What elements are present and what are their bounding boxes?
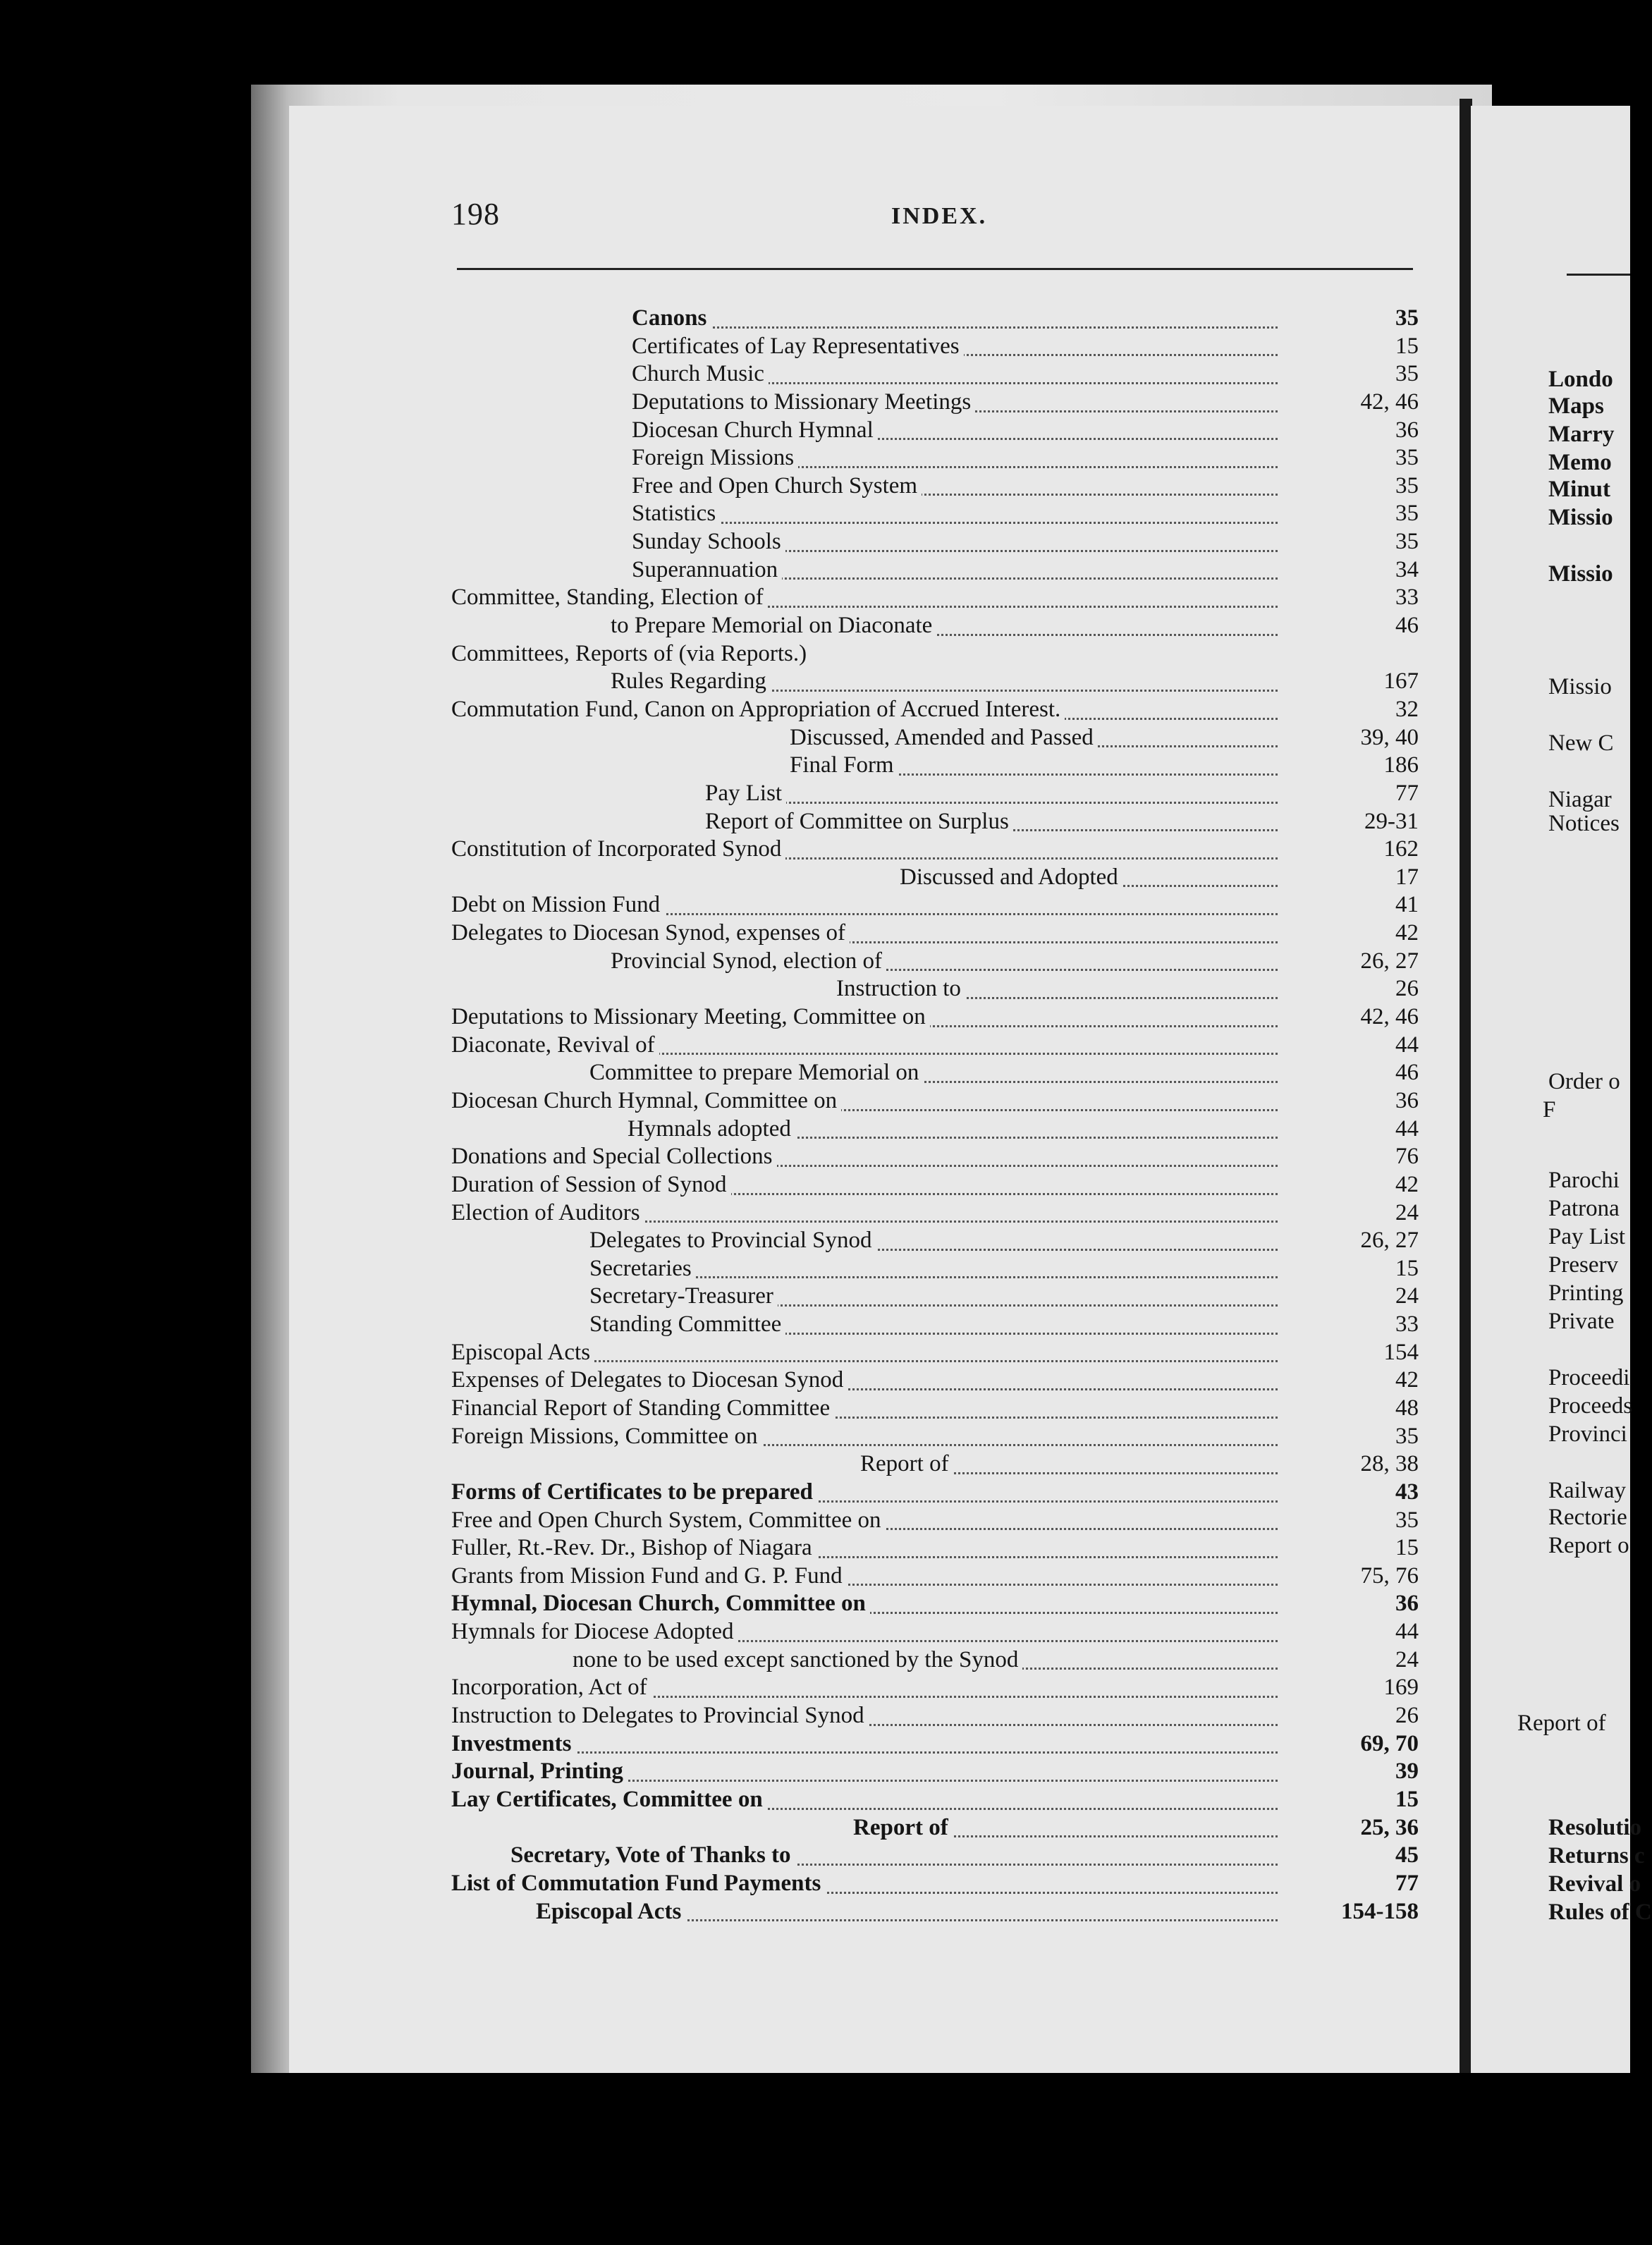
index-entry-page: 33 xyxy=(1391,584,1419,612)
right-page-entry: Missio xyxy=(1548,505,1613,530)
right-page-entry: New C xyxy=(1548,730,1614,756)
index-entries xyxy=(0,305,1633,1926)
header-rule xyxy=(457,268,1413,270)
index-entry-label: Discussed and Adopted xyxy=(900,864,1122,892)
index-entry-page: 35 xyxy=(1391,528,1419,556)
index-entry xyxy=(0,1898,1630,1926)
index-entry-page: 69, 70 xyxy=(1357,1730,1419,1758)
dot-leader xyxy=(632,298,1278,329)
index-entry-page: 42, 46 xyxy=(1357,1003,1419,1032)
index-entry-page: 77 xyxy=(1391,780,1419,808)
index-entry-page: 35 xyxy=(1391,305,1419,333)
index-entry-label: Duration of Session of Synod xyxy=(451,1171,731,1199)
index-entry-label: Commutation Fund, Canon on Appropriation of Accrued Interest. xyxy=(451,696,1065,724)
index-entry-page: 44 xyxy=(1391,1032,1419,1060)
index-entry xyxy=(0,948,1630,976)
index-entry-page: 44 xyxy=(1391,1115,1419,1144)
right-page-entry: Patrona xyxy=(1548,1196,1620,1221)
index-entry-page: 24 xyxy=(1391,1199,1419,1228)
index-entry-label: Hymnals for Diocese Adopted xyxy=(451,1618,738,1646)
index-entry xyxy=(0,1227,1630,1255)
index-entry-page: 41 xyxy=(1391,891,1419,919)
index-entry-label: Financial Report of Standing Committee xyxy=(451,1395,834,1423)
index-entry-label: Church Music xyxy=(632,360,769,389)
index-entry-label: Statistics xyxy=(632,500,720,528)
index-entry-page: 15 xyxy=(1391,1786,1419,1814)
index-entry-label: Grants from Mission Fund and G. P. Fund xyxy=(451,1562,847,1591)
index-entry xyxy=(0,724,1630,752)
index-entry-label: Expenses of Delegates to Diocesan Synod xyxy=(451,1366,848,1395)
index-entry xyxy=(0,836,1630,864)
right-page-entry: Revival o xyxy=(1548,1871,1641,1897)
index-entry-label: Committees, Reports of (via Reports.) xyxy=(451,640,811,668)
index-entry-label: Free and Open Church System xyxy=(632,472,922,501)
index-entry-label: Committee to prepare Memorial on xyxy=(589,1059,923,1087)
index-entry-label: Certificates of Lay Representatives xyxy=(632,333,964,361)
index-entry xyxy=(0,472,1630,501)
index-entry-label: Hymnals adopted xyxy=(628,1115,795,1144)
index-entry-label: Report of xyxy=(860,1450,953,1479)
index-entry-page: 186 xyxy=(1380,752,1419,780)
index-entry-label: Journal, Printing xyxy=(451,1758,628,1786)
index-entry-page: 24 xyxy=(1391,1646,1419,1675)
right-page-entry: Marry xyxy=(1548,422,1615,447)
index-entry-label: Final Form xyxy=(790,752,898,780)
index-entry xyxy=(0,1479,1630,1507)
index-entry-page: 48 xyxy=(1391,1395,1419,1423)
index-entry-page: 36 xyxy=(1391,1590,1419,1618)
index-entry xyxy=(0,1702,1630,1730)
index-entry xyxy=(0,1087,1630,1115)
index-entry-page: 169 xyxy=(1380,1674,1419,1702)
index-entry-label: Free and Open Church System, Committee on xyxy=(451,1507,886,1535)
index-entry-page: 46 xyxy=(1391,1059,1419,1087)
right-page-entry: Railway xyxy=(1548,1478,1626,1503)
index-entry-label: Discussed, Amended and Passed xyxy=(790,724,1098,752)
right-page-entry: Preserv xyxy=(1548,1252,1618,1278)
index-entry-label: Foreign Missions, Committee on xyxy=(451,1423,762,1451)
right-page-entry: Proceedi xyxy=(1548,1365,1630,1390)
index-entry-label: Pay List xyxy=(705,780,786,808)
index-entry-page: 154 xyxy=(1380,1339,1419,1367)
index-entry-label: Diaconate, Revival of xyxy=(451,1032,659,1060)
right-page-entry: Order o xyxy=(1548,1069,1620,1094)
index-entry-label: Delegates to Provincial Synod xyxy=(589,1227,876,1255)
index-entry-page: 42, 46 xyxy=(1357,389,1419,417)
index-entry-label: Forms of Certificates to be prepared xyxy=(451,1479,817,1507)
index-entry-page: 39 xyxy=(1391,1758,1419,1786)
right-page-entry: Printing xyxy=(1548,1280,1624,1306)
index-entry-page: 36 xyxy=(1391,417,1419,445)
index-entry xyxy=(0,417,1630,445)
index-entry-page: 25, 36 xyxy=(1357,1814,1419,1842)
index-entry xyxy=(0,808,1630,836)
index-entry xyxy=(0,1393,1633,1423)
index-entry-label: Debt on Mission Fund xyxy=(451,891,664,919)
index-entry-label: none to be used except sanctioned by the Synod xyxy=(573,1646,1022,1675)
right-page-entry: Londo xyxy=(1548,367,1613,392)
right-page-entry: Report of xyxy=(1517,1711,1606,1736)
index-entry-label: Diocesan Church Hymnal xyxy=(632,417,878,445)
right-page-entry: Minut xyxy=(1548,477,1611,502)
index-entry-page: 24 xyxy=(1391,1283,1419,1311)
index-entry xyxy=(0,1059,1630,1087)
index-entry-page: 35 xyxy=(1391,444,1419,472)
index-entry xyxy=(0,1646,1630,1675)
index-entry-label: Election of Auditors xyxy=(451,1199,644,1228)
index-entry-label: Secretaries xyxy=(589,1255,696,1283)
index-entry-page: 32 xyxy=(1391,696,1419,724)
index-entry-page: 76 xyxy=(1391,1143,1419,1171)
index-entry-page: 42 xyxy=(1391,1366,1419,1395)
index-entry xyxy=(0,1534,1630,1562)
index-entry-page: 15 xyxy=(1391,333,1419,361)
right-page-entry: Proceeds xyxy=(1548,1393,1633,1419)
right-page-entry: Missio xyxy=(1548,674,1612,699)
index-entry xyxy=(0,1786,1630,1814)
right-page-entry: Pay List xyxy=(1548,1224,1626,1249)
index-entry-label: Hymnal, Diocesan Church, Committee on xyxy=(451,1590,870,1618)
index-entry-label: Lay Certificates, Committee on xyxy=(451,1786,767,1814)
index-entry-page: 35 xyxy=(1391,472,1419,501)
right-page-entry: Returns c xyxy=(1548,1843,1645,1868)
index-entry-label: Diocesan Church Hymnal, Committee on xyxy=(451,1087,841,1115)
index-entry-page: 33 xyxy=(1391,1311,1419,1339)
index-entry-page: 154-158 xyxy=(1337,1898,1419,1926)
right-page-entry: F xyxy=(1543,1097,1556,1122)
index-entry-label: List of Commutation Fund Payments xyxy=(451,1870,825,1898)
right-page-entry: Maps xyxy=(1548,393,1604,419)
index-entry-label: Deputations to Missionary Meetings xyxy=(632,389,975,417)
index-entry-label: Foreign Missions xyxy=(632,444,798,472)
index-entry-page: 35 xyxy=(1391,1507,1419,1535)
index-entry-page: 167 xyxy=(1380,668,1419,696)
index-entry-label: Donations and Special Collections xyxy=(451,1143,777,1171)
index-entry-page: 42 xyxy=(1391,919,1419,948)
index-entry-page: 26 xyxy=(1391,975,1419,1003)
index-entry-label: Standing Committee xyxy=(589,1311,785,1339)
index-entry-page: 35 xyxy=(1391,500,1419,528)
index-entry-page: 34 xyxy=(1391,556,1419,585)
index-entry-label: Episcopal Acts xyxy=(451,1339,594,1367)
index-entry xyxy=(0,1562,1630,1591)
index-entry-label: Superannuation xyxy=(632,556,782,585)
index-entry-label: Committee, Standing, Election of xyxy=(451,584,768,612)
index-entry xyxy=(0,696,1630,724)
index-entry-page: 28, 38 xyxy=(1357,1450,1419,1479)
index-entry xyxy=(0,1423,1630,1451)
index-entry-label: Instruction to xyxy=(836,975,965,1003)
index-entry-page: 26, 27 xyxy=(1357,948,1419,976)
right-page-entry: Niagar xyxy=(1548,787,1612,812)
index-entry-page: 39, 40 xyxy=(1357,724,1419,752)
right-page-entry: Rules of C xyxy=(1548,1900,1652,1925)
index-entry-label: Report of xyxy=(853,1814,953,1842)
right-page-entry: Provinci xyxy=(1548,1421,1627,1447)
index-entry-label: Canons xyxy=(632,305,711,333)
index-entry-label: Delegates to Diocesan Synod, expenses of xyxy=(451,919,850,948)
index-entry-label: Provincial Synod, election of xyxy=(611,948,886,976)
index-entry-page: 44 xyxy=(1391,1618,1419,1646)
index-entry-page: 17 xyxy=(1391,864,1419,892)
right-page-entry: Rectorie xyxy=(1548,1505,1627,1530)
index-entry-label: Secretary-Treasurer xyxy=(589,1283,778,1311)
right-page-entry: Report o xyxy=(1548,1533,1629,1558)
index-entry-page: 77 xyxy=(1391,1870,1419,1898)
index-entry-label: Secretary, Vote of Thanks to xyxy=(510,1842,795,1870)
index-entry-label: Sunday Schools xyxy=(632,528,785,556)
index-entry-label: Investments xyxy=(451,1730,576,1758)
index-entry-label: Incorporation, Act of xyxy=(451,1674,651,1702)
index-entry-page: 26, 27 xyxy=(1357,1227,1419,1255)
index-entry-page: 46 xyxy=(1391,612,1419,640)
index-entry-page: 35 xyxy=(1391,360,1419,389)
index-entry-page: 26 xyxy=(1391,1702,1419,1730)
index-entry-label: Deputations to Missionary Meeting, Committee on xyxy=(451,1003,930,1032)
index-entry xyxy=(0,612,1630,640)
index-entry-page: 15 xyxy=(1391,1255,1419,1283)
index-entry-label: Fuller, Rt.-Rev. Dr., Bishop of Niagara xyxy=(451,1534,816,1562)
right-page-entry: Resolutio xyxy=(1548,1815,1641,1840)
right-page-header-rule xyxy=(1567,274,1630,276)
index-entry-page: 35 xyxy=(1391,1423,1419,1451)
index-entry-page: 43 xyxy=(1391,1479,1419,1507)
index-entry xyxy=(0,919,1630,948)
index-entry-page: 29-31 xyxy=(1360,808,1419,836)
index-entry-label: Report of Committee on Surplus xyxy=(705,808,1013,836)
index-entry xyxy=(0,752,1630,780)
index-entry-label: Constitution of Incorporated Synod xyxy=(451,836,785,864)
index-entry-page: 42 xyxy=(1391,1171,1419,1199)
index-entry xyxy=(0,1507,1630,1535)
right-page-entry: Notices xyxy=(1548,811,1620,836)
scan-background xyxy=(251,2073,1630,2245)
index-entry-page: 75, 76 xyxy=(1357,1562,1419,1591)
index-entry xyxy=(0,1003,1630,1032)
index-entry xyxy=(0,1870,1630,1898)
right-page-entry: Memo xyxy=(1548,450,1612,475)
index-entry-label: Rules Regarding xyxy=(611,668,771,696)
right-page-entry: Private xyxy=(1548,1309,1615,1334)
index-entry-label: Episcopal Acts xyxy=(536,1898,685,1926)
index-entry-page: 162 xyxy=(1380,836,1419,864)
index-entry-label: to Prepare Memorial on Diaconate xyxy=(611,612,936,640)
index-entry-page: 45 xyxy=(1391,1842,1419,1870)
index-entry xyxy=(0,389,1630,417)
page-number: 198 xyxy=(451,197,500,231)
index-entry xyxy=(0,1366,1630,1395)
right-page-entry: Parochi xyxy=(1548,1168,1620,1193)
index-entry-label: Instruction to Delegates to Provincial Synod xyxy=(451,1702,869,1730)
index-entry-page: 36 xyxy=(1391,1087,1419,1115)
index-entry xyxy=(0,1590,1630,1618)
running-head: INDEX. xyxy=(891,203,988,229)
index-entry-page: 15 xyxy=(1391,1534,1419,1562)
index-entry xyxy=(0,333,1630,361)
right-page-entry: Missio xyxy=(1548,561,1613,587)
